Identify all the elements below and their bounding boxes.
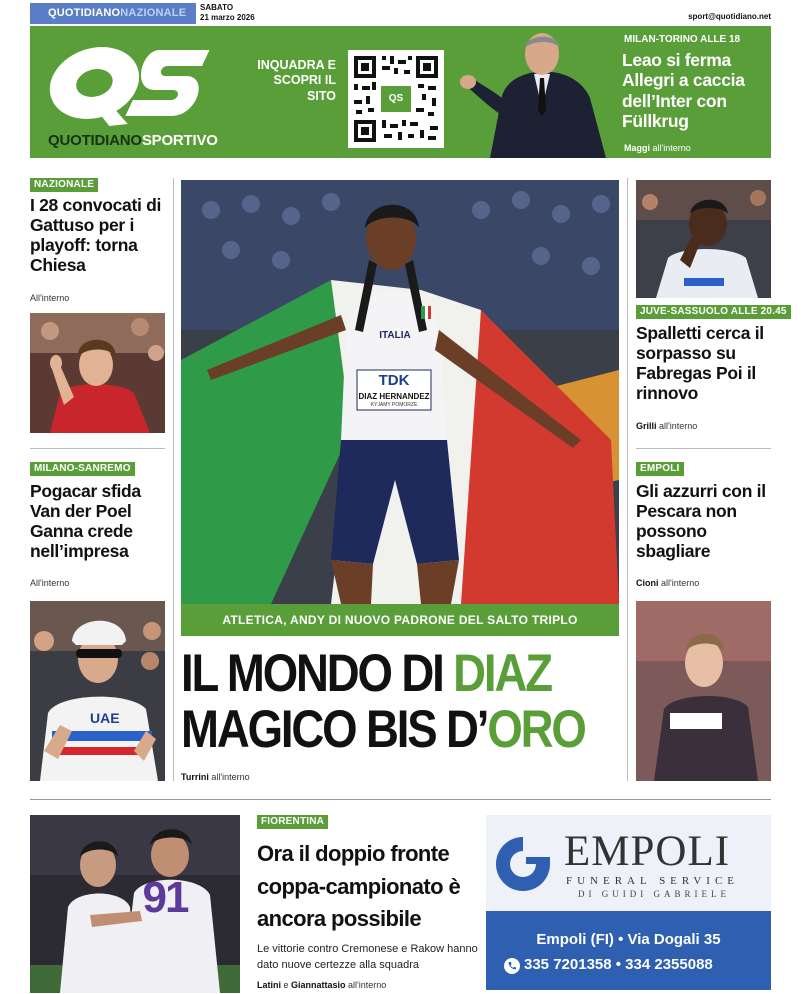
ad-line2: DI GUIDI GABRIELE	[578, 889, 730, 899]
qs-logo-text: QS	[127, 92, 129, 93]
date-full: 21 marzo 2026	[200, 13, 255, 22]
qr-call-to-action: INQUADRA E SCOPRI IL SITO	[257, 58, 336, 103]
right1-headline[interactable]: Spalletti cerca il sorpasso su Fabregas Poi il rinnovo	[636, 323, 764, 403]
left-divider	[30, 448, 165, 449]
fiorentina-photo	[30, 815, 240, 993]
svg-text:UAE: UAE	[90, 710, 120, 726]
masthead-part1: QUOTIDIANO	[48, 7, 121, 19]
main-line1-b: DIAZ	[453, 644, 551, 703]
tag-nazionale: NAZIONALE	[30, 178, 98, 192]
left2-headline[interactable]: Pogacar sfida Van der Poel Ganna crede nell’impresa	[30, 481, 141, 561]
lead-headline[interactable]: Leao si ferma Allegri a caccia dell’Inter con Füllkrug	[622, 50, 745, 132]
right2-byline	[636, 578, 699, 588]
right2-headline[interactable]: Gli azzurri con il Pescara non possono sbagliare	[636, 481, 766, 561]
bottom-headline[interactable]: Ora il doppio fronte coppa-campionato è ancora possibile	[257, 841, 461, 932]
bottom-author2: Giannattasio	[291, 980, 346, 990]
ad-info-band	[486, 911, 771, 990]
tag-milano-sanremo: MILANO-SANREMO	[30, 462, 135, 476]
ad-phones: 335 7201358 • 334 2355088	[524, 956, 713, 973]
qr-code[interactable]	[348, 50, 444, 148]
masthead-part2: NAZIONALE	[120, 7, 187, 19]
main-photo	[181, 180, 619, 604]
bottom-divider	[30, 799, 771, 800]
tag-fiorentina: FIORENTINA	[257, 815, 328, 829]
funeral-ad[interactable]	[486, 815, 771, 990]
sub-brand	[48, 132, 218, 149]
main-line1-a: IL MONDO DI	[181, 644, 454, 703]
right2-ref: all'interno	[661, 578, 700, 588]
main-line2-a: MAGICO BIS D’	[181, 699, 488, 759]
left1-headline[interactable]: I 28 convocati di Gattuso per i playoff: torna Chiesa	[30, 195, 162, 275]
main-headline-line1	[181, 646, 585, 702]
ad-logo-icon	[492, 833, 554, 895]
qs-logo[interactable]	[42, 38, 214, 132]
left1-ref: All'interno	[30, 293, 70, 303]
right1-author: Grilli	[636, 421, 657, 431]
spalletti-player-photo	[636, 180, 771, 298]
chiesa-photo	[30, 313, 165, 433]
coach-photo	[450, 26, 620, 158]
lead-byline	[624, 143, 691, 153]
vest-label: ITALIA	[379, 330, 411, 341]
phone-icon	[504, 958, 520, 974]
ad-line1: FUNERAL SERVICE	[566, 875, 740, 887]
bib-name: DIAZ HERNANDEZ	[358, 392, 430, 401]
sub-brand-part1: QUOTIDIANO	[48, 132, 142, 149]
right-column-rule	[627, 178, 628, 781]
email-link[interactable]: sport@quotidiano.net	[688, 12, 771, 21]
main-kicker: ATLETICA, ANDY DI NUOVO PADRONE DEL SALTO TRIPLO	[181, 604, 619, 636]
lead-kicker: MILAN-TORINO ALLE 18	[624, 34, 741, 45]
main-byline	[181, 772, 250, 782]
right-divider	[636, 448, 771, 449]
ad-address: Empoli (FI) • Via Dogali 35	[536, 931, 721, 948]
qr-center-label: QS	[388, 93, 404, 104]
bottom-author1: Latini	[257, 980, 281, 990]
ad-brand: EMPOLI	[564, 828, 731, 875]
bottom-summary: Le vittorie contro Cremonese e Rakow hanno dato nuove certezze alla squadra	[257, 943, 478, 971]
bottom-and: e	[281, 980, 292, 990]
empoli-player-photo	[636, 601, 771, 781]
bib-sponsor: TDK	[378, 372, 410, 389]
shirt-number: 91	[142, 873, 188, 922]
bottom-ref: all'interno	[348, 980, 387, 990]
lead-ref: all'interno	[652, 143, 691, 153]
bottom-byline	[257, 980, 386, 990]
right1-ref: all'interno	[659, 421, 698, 431]
tag-juve-sassuolo: JUVE-SASSUOLO ALLE 20.45	[636, 305, 791, 319]
masthead-band	[30, 3, 196, 24]
main-author: Turrini	[181, 772, 209, 782]
sub-brand-part2: SPORTIVO	[141, 132, 218, 149]
tag-empoli: EMPOLI	[636, 462, 684, 476]
pogacar-photo	[30, 601, 165, 781]
right2-author: Cioni	[636, 578, 659, 588]
bib-sub: KYJAMY POMORZE	[370, 402, 418, 408]
main-line2-b: ORO	[487, 699, 585, 759]
left-column-rule	[173, 178, 174, 781]
header-banner	[30, 26, 771, 158]
left2-ref: All'interno	[30, 578, 70, 588]
date-day: SABATO	[200, 3, 234, 12]
lead-author: Maggi	[624, 143, 650, 153]
main-headline-line2	[181, 699, 585, 759]
right1-byline	[636, 421, 697, 431]
main-headline[interactable]	[181, 646, 585, 757]
main-ref: all'interno	[211, 772, 250, 782]
